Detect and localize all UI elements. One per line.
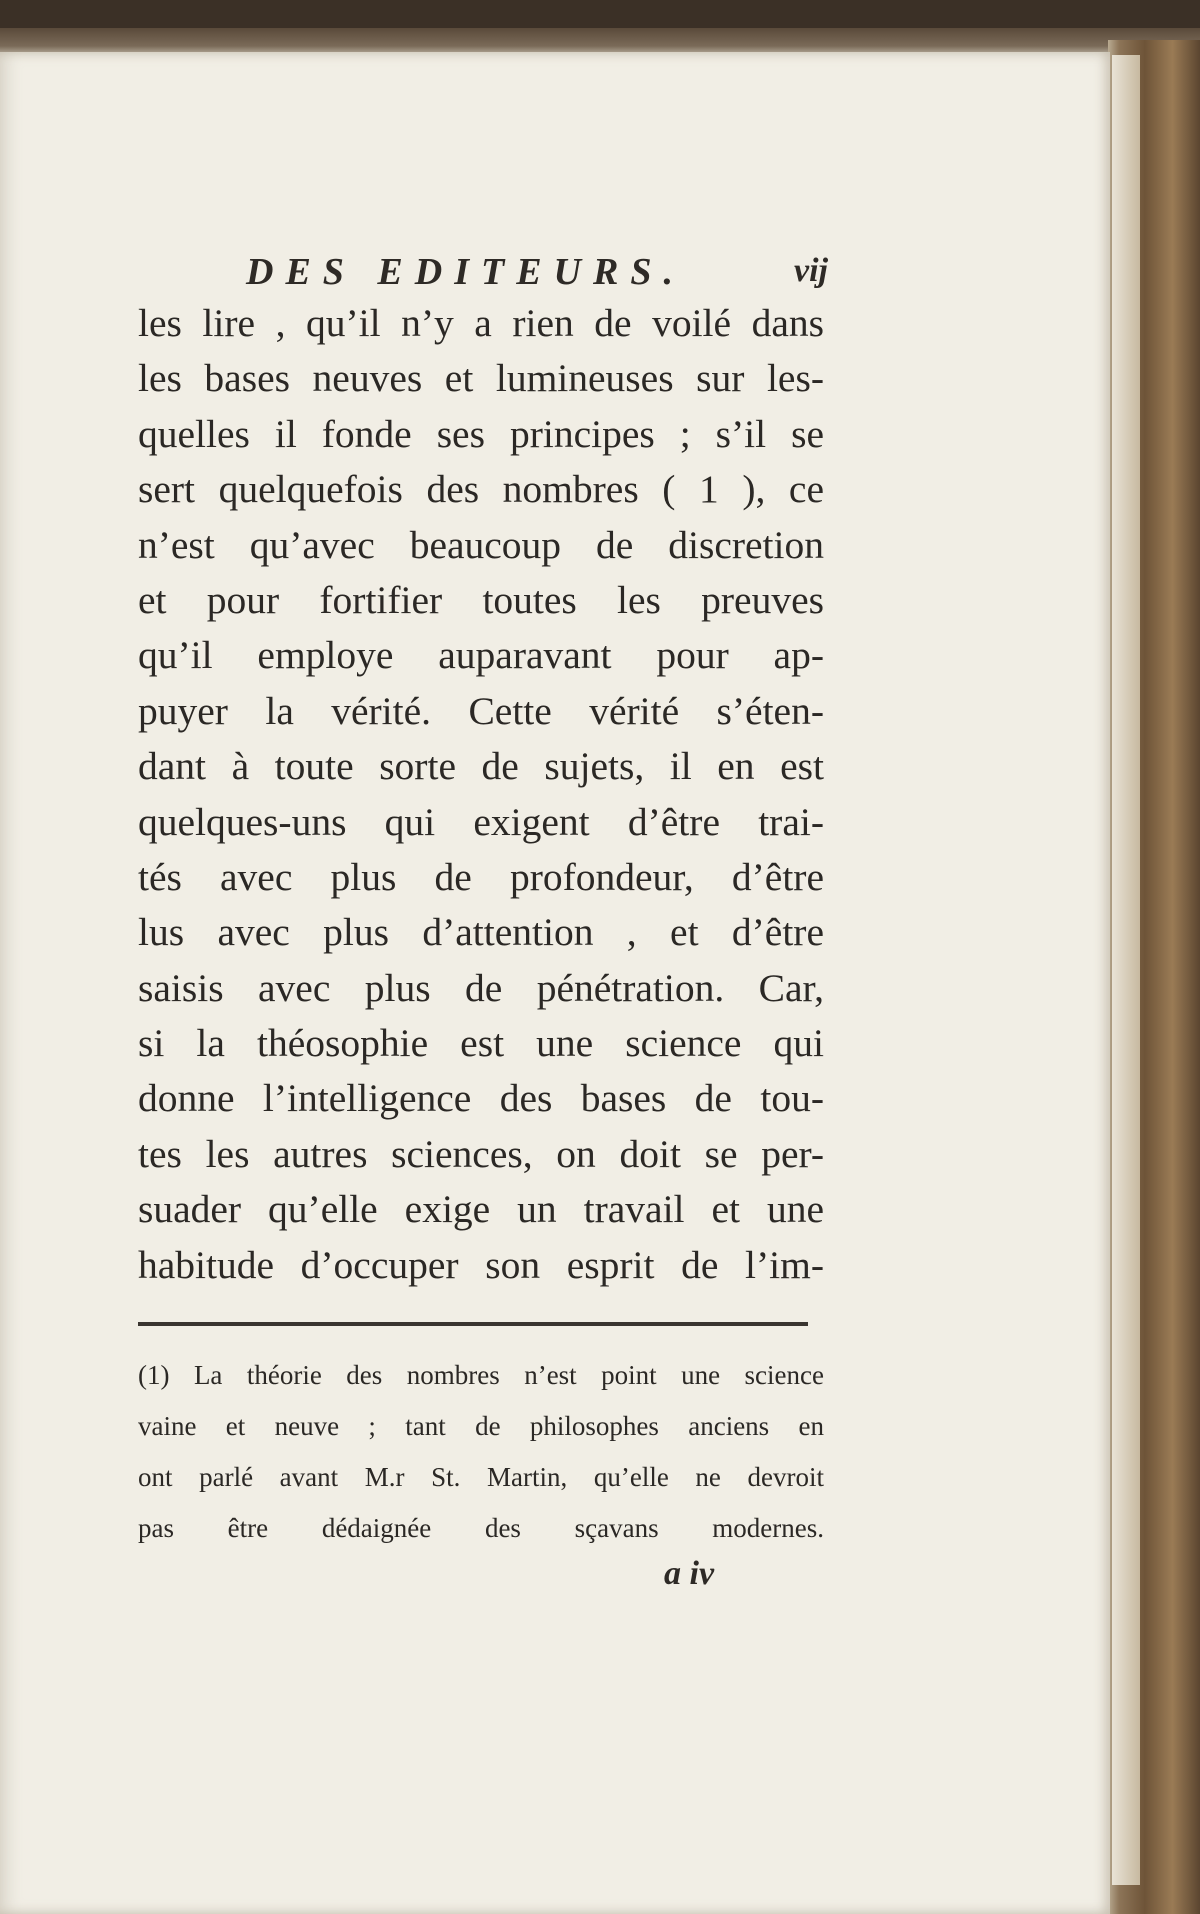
footnote-rule — [138, 1322, 808, 1326]
text-line — [138, 795, 824, 850]
text-line — [138, 1452, 824, 1503]
text-line — [138, 684, 824, 739]
text-line-content: puyer la vérité. Cette vérité s’éten- — [138, 688, 824, 733]
text-line — [138, 1127, 824, 1182]
text-line-content: sert quelquefois des nombres ( 1 ), ce — [138, 467, 824, 512]
running-header — [138, 250, 828, 300]
text-line — [138, 739, 824, 794]
text-line-content: lus avec plus d’attention , et d’être — [138, 910, 824, 955]
text-line-content: quelles il fonde ses principes ; s’il se — [138, 411, 824, 456]
text-line-content: si la théosophie est une science qui — [138, 1021, 824, 1066]
text-line — [138, 1350, 824, 1401]
text-line-content: les bases neuves et lumineuses sur les- — [138, 356, 824, 401]
footnote — [138, 1350, 824, 1554]
text-line — [138, 1503, 824, 1554]
text-line — [138, 573, 824, 628]
text-line-content: donne l’intelligence des bases de tou- — [138, 1076, 824, 1121]
text-line-content: saisis avec plus de pénétration. Car, — [138, 965, 824, 1010]
text-line — [138, 1182, 824, 1237]
text-line-content: les lire , qu’il n’y a rien de voilé dans — [138, 301, 824, 345]
text-line — [138, 850, 824, 905]
text-line-content: dant à toute sorte de sujets, il en est — [138, 744, 824, 789]
text-line — [138, 1238, 824, 1293]
text-line-content: tes les autres sciences, on doit se per- — [138, 1131, 824, 1176]
text-line-content: quelques-uns qui exigent d’être trai- — [138, 799, 824, 844]
text-line — [138, 296, 824, 351]
text-line — [138, 961, 824, 1016]
text-line-content: habitude d’occuper son esprit de l’im- — [138, 1242, 824, 1287]
text-line-content: pas être dédaignée des sçavans modernes. — [138, 1513, 824, 1543]
text-line-content: qu’il employe auparavant pour ap- — [138, 633, 824, 678]
page-number: vij — [794, 252, 828, 289]
text-line-content: et pour fortifier toutes les preuves — [138, 577, 824, 622]
text-line — [138, 351, 824, 406]
page-stack-edge — [1112, 55, 1140, 1885]
text-line — [138, 1401, 824, 1452]
text-line-content: vaine et neuve ; tant de philosophes anciens en — [138, 1411, 824, 1441]
text-line-content: ont parlé avant M.r St. Martin, qu’elle ne devroit — [138, 1462, 824, 1492]
signature-mark: a iv — [664, 1555, 715, 1592]
text-line-content: (1) La théorie des nombres n’est point une science — [138, 1360, 824, 1390]
text-line-content: n’est qu’avec beaucoup de discretion — [138, 522, 824, 567]
text-line — [138, 1071, 824, 1126]
text-line — [138, 905, 824, 960]
text-line — [138, 462, 824, 517]
text-line-content: suader qu’elle exige un travail et une — [138, 1187, 824, 1232]
text-line — [138, 518, 824, 573]
text-line — [138, 407, 824, 462]
body-text — [138, 296, 824, 1293]
text-line — [138, 628, 824, 683]
running-title: DES EDITEURS. — [246, 251, 685, 293]
text-line — [138, 1016, 824, 1071]
text-line-content: tés avec plus de profondeur, d’être — [138, 854, 824, 899]
